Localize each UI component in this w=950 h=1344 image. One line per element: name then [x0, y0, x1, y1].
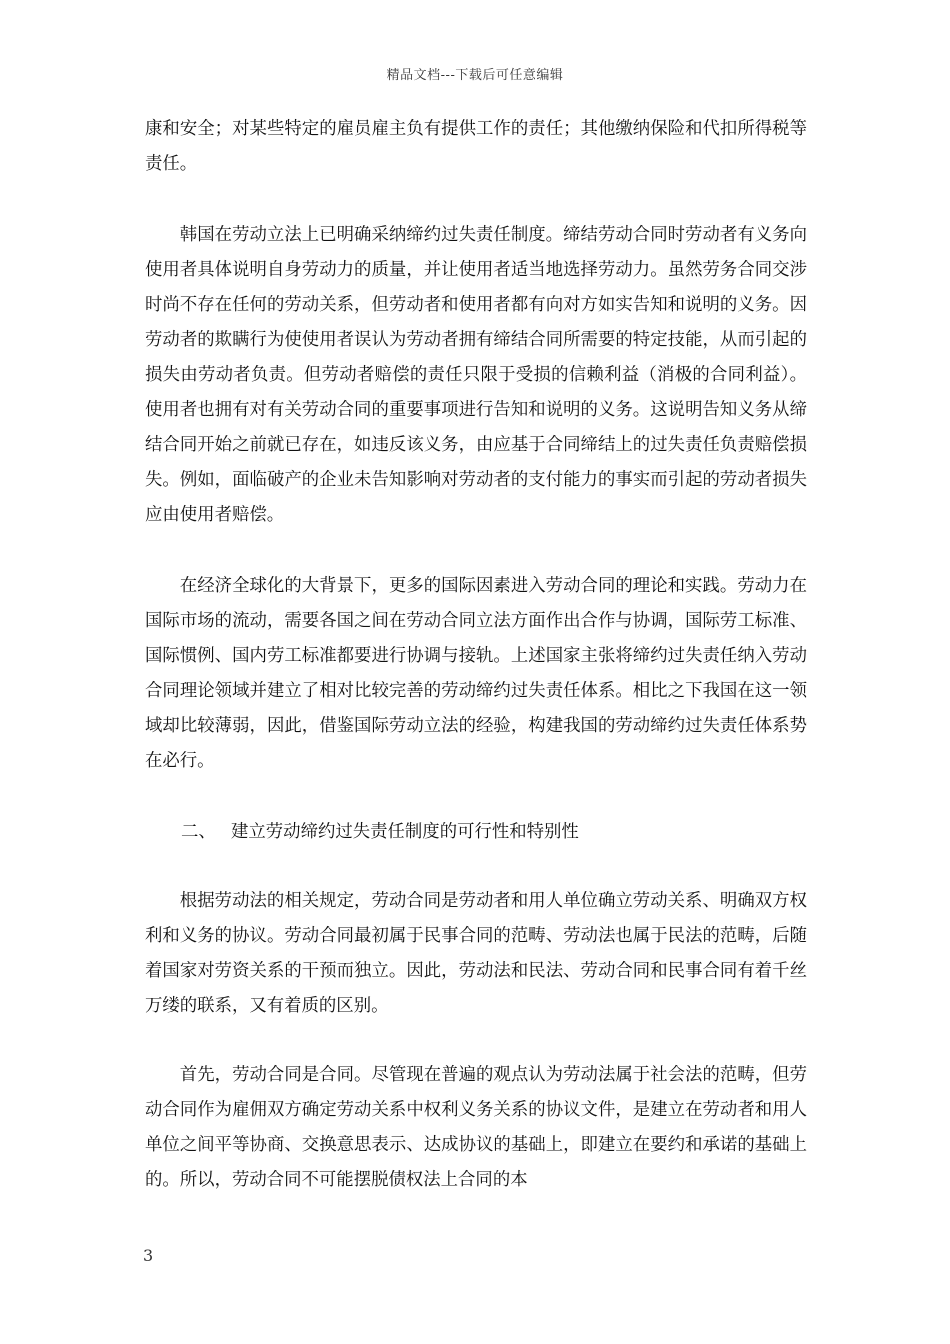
- section-number: 二、: [181, 822, 216, 842]
- paragraph-first: 首先，劳动合同是合同。尽管现在普遍的观点认为劳动法属于社会法的范畴，但劳动合同作为雇佣双方确定劳动关系中权利义务关系的协议文件，是建立在劳动者和用人单位之间平等协商、交换意思表示、达成协议的基础上，即建立在要约和承诺的基础上的。所以，劳动合同不可能摆脱债权法上合同的本: [145, 1065, 807, 1190]
- paragraph-labor-law: 根据劳动法的相关规定，劳动合同是劳动者和用人单位确立劳动关系、明确双方权利和义务的协议。劳动合同最初属于民事合同的范畴、劳动法也属于民法的范畴，后随着国家对劳资关系的干预而独立。因此，劳动法和民法、劳动合同和民事合同有着千丝万缕的联系，又有着质的区别。: [145, 891, 807, 1016]
- document-body: [145, 112, 807, 1198]
- paragraph-globalization: 在经济全球化的大背景下，更多的国际因素进入劳动合同的理论和实践。劳动力在国际市场的流动，需要各国之间在劳动合同立法方面作出合作与协调，国际劳工标准、国际惯例、国内劳工标准都要进行协调与接轨。上述国家主张将缔约过失责任纳入劳动合同理论领域并建立了相对比较完善的劳动缔约过失责任体系。相比之下我国在这一领域却比较薄弱，因此，借鉴国际劳动立法的经验，构建我国的劳动缔约过失责任体系势在必行。: [145, 576, 807, 771]
- page-number: 3: [143, 1246, 154, 1265]
- paragraph-korea: 韩国在劳动立法上已明确采纳缔约过失责任制度。缔结劳动合同时劳动者有义务向使用者具体说明自身劳动力的质量，并让使用者适当地选择劳动力。虽然劳务合同交涉时尚不存在任何的劳动关系，但劳动者和使用者都有向对方如实告知和说明的义务。因劳动者的欺瞒行为使使用者误认为劳动者拥有缔结合同所需要的特定技能，从而引起的损失由劳动者负责。但劳动者赔偿的责任只限于受损的信赖利益（消极的合同利益）。使用者也拥有对有关劳动合同的重要事项进行告知和说明的义务。这说明告知义务从缔结合同开始之前就已存在，如违反该义务，由应基于合同缔结上的过失责任负责赔偿损失。例如，面临破产的企业未告知影响对劳动者的支付能力的事实而引起的劳动者损失应由使用者赔偿。: [145, 225, 807, 525]
- section-title: 建立劳动缔约过失责任制度的可行性和特别性: [231, 822, 579, 842]
- section-heading: [145, 815, 807, 850]
- paragraph-continuation: 康和安全；对某些特定的雇员雇主负有提供工作的责任；其他缴纳保险和代扣所得税等责任。: [145, 119, 807, 174]
- page-header: 精品文档---下载后可任意编辑: [386, 68, 564, 83]
